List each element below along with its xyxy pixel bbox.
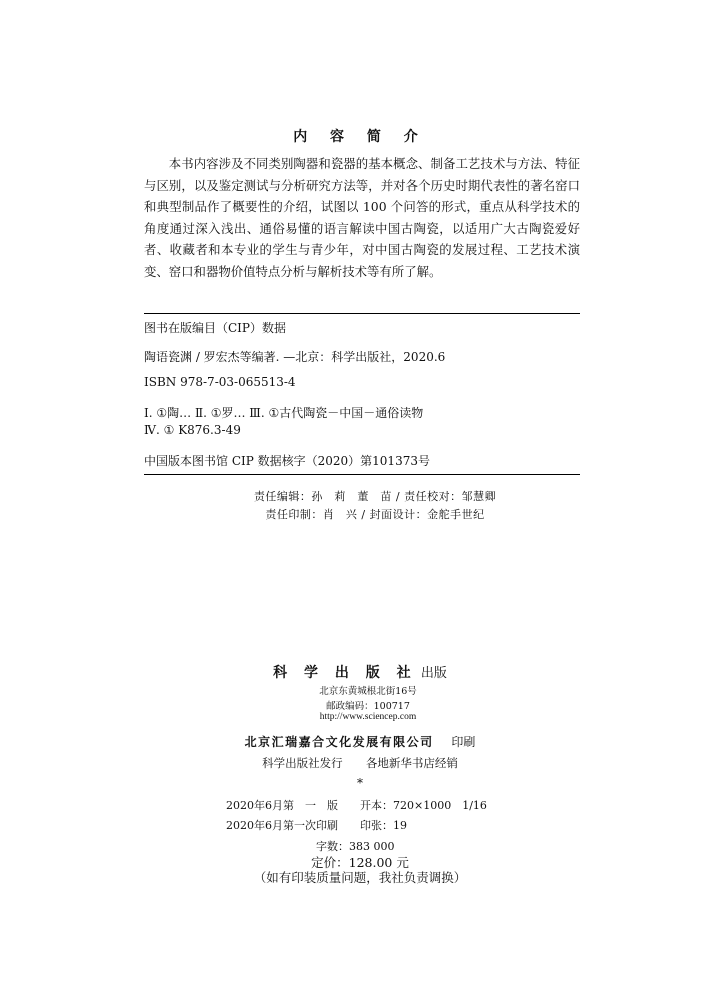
publisher-line xyxy=(0,662,720,682)
edition-format-line: 2020年6月第 一 版 开本：720×1000 1/16 xyxy=(226,799,487,812)
publisher-url: http://www.sciencep.com xyxy=(319,712,417,722)
quality-notice: （如有印装质量问题，我社负责调换） xyxy=(253,870,467,885)
cip-title-line: 陶语瓷渊 / 罗宏杰等编著. —北京：科学出版社，2020.6 xyxy=(144,350,446,364)
cip-classification-line1: Ⅰ. ①陶… Ⅱ. ①罗… Ⅲ. ①古代陶瓷－中国－通俗读物 xyxy=(144,406,424,420)
publisher-postcode: 邮政编码：100717 xyxy=(326,701,410,712)
summary-title: 内 容 简 介 xyxy=(293,129,427,145)
printer-name: 北京汇瑞嘉合文化发展有限公司 xyxy=(244,735,434,749)
cip-number-line: 中国版本图书馆 CIP 数据核字（2020）第101373号 xyxy=(144,454,430,468)
staff-editors-line: 责任编辑：孙 莉 董 苗 / 责任校对：邹慧卿 xyxy=(253,490,497,503)
staff-print-design-line: 责任印制：肖 兴 / 封面设计：金舵手世纪 xyxy=(265,508,485,521)
publisher-name: 科 学 出 版 社 xyxy=(273,665,417,681)
word-count: 字数：383 000 xyxy=(316,840,395,853)
summary-text: 本书内容涉及不同类别陶器和瓷器的基本概念、制备工艺技术与方法、特征与区别，以及鉴定测试与分析研究方法等，并对各个历史时期代表性的著名窑口和典型制品作了概要性的介绍，试图以 100 个问答的形式，重点从科学技术的角度通过深入浅出、通俗易懂的语言解读中国古陶瓷，以适用广大古陶瓷爱好者、收藏者和本专业的学生与青少年，对中国古陶瓷的发展过程、工艺技术演变、窑口和器物价值特点分析与解析技术等有所了解。 xyxy=(144,156,580,279)
cip-bottom-rule xyxy=(144,474,580,475)
distribution-line xyxy=(0,755,720,771)
distribution-issuer: 科学出版社发行 xyxy=(262,756,343,770)
cip-top-rule xyxy=(144,313,580,314)
printer-line xyxy=(0,733,720,750)
distribution-seller: 各地新华书店经销 xyxy=(365,756,458,770)
separator-star: * xyxy=(357,776,363,790)
publisher-suffix: 出版 xyxy=(420,666,447,681)
cip-isbn: ISBN 978-7-03-065513-4 xyxy=(144,375,296,389)
cip-heading: 图书在版编目（CIP）数据 xyxy=(144,321,286,335)
cip-classification-line2: Ⅳ. ① K876.3-49 xyxy=(144,423,241,437)
price: 定价：128.00 元 xyxy=(311,855,409,870)
printing-sheets-line: 2020年6月第一次印刷 印张：19 xyxy=(226,819,407,832)
printer-suffix: 印刷 xyxy=(451,735,476,749)
publisher-address: 北京东黄城根北街16号 xyxy=(319,686,417,697)
